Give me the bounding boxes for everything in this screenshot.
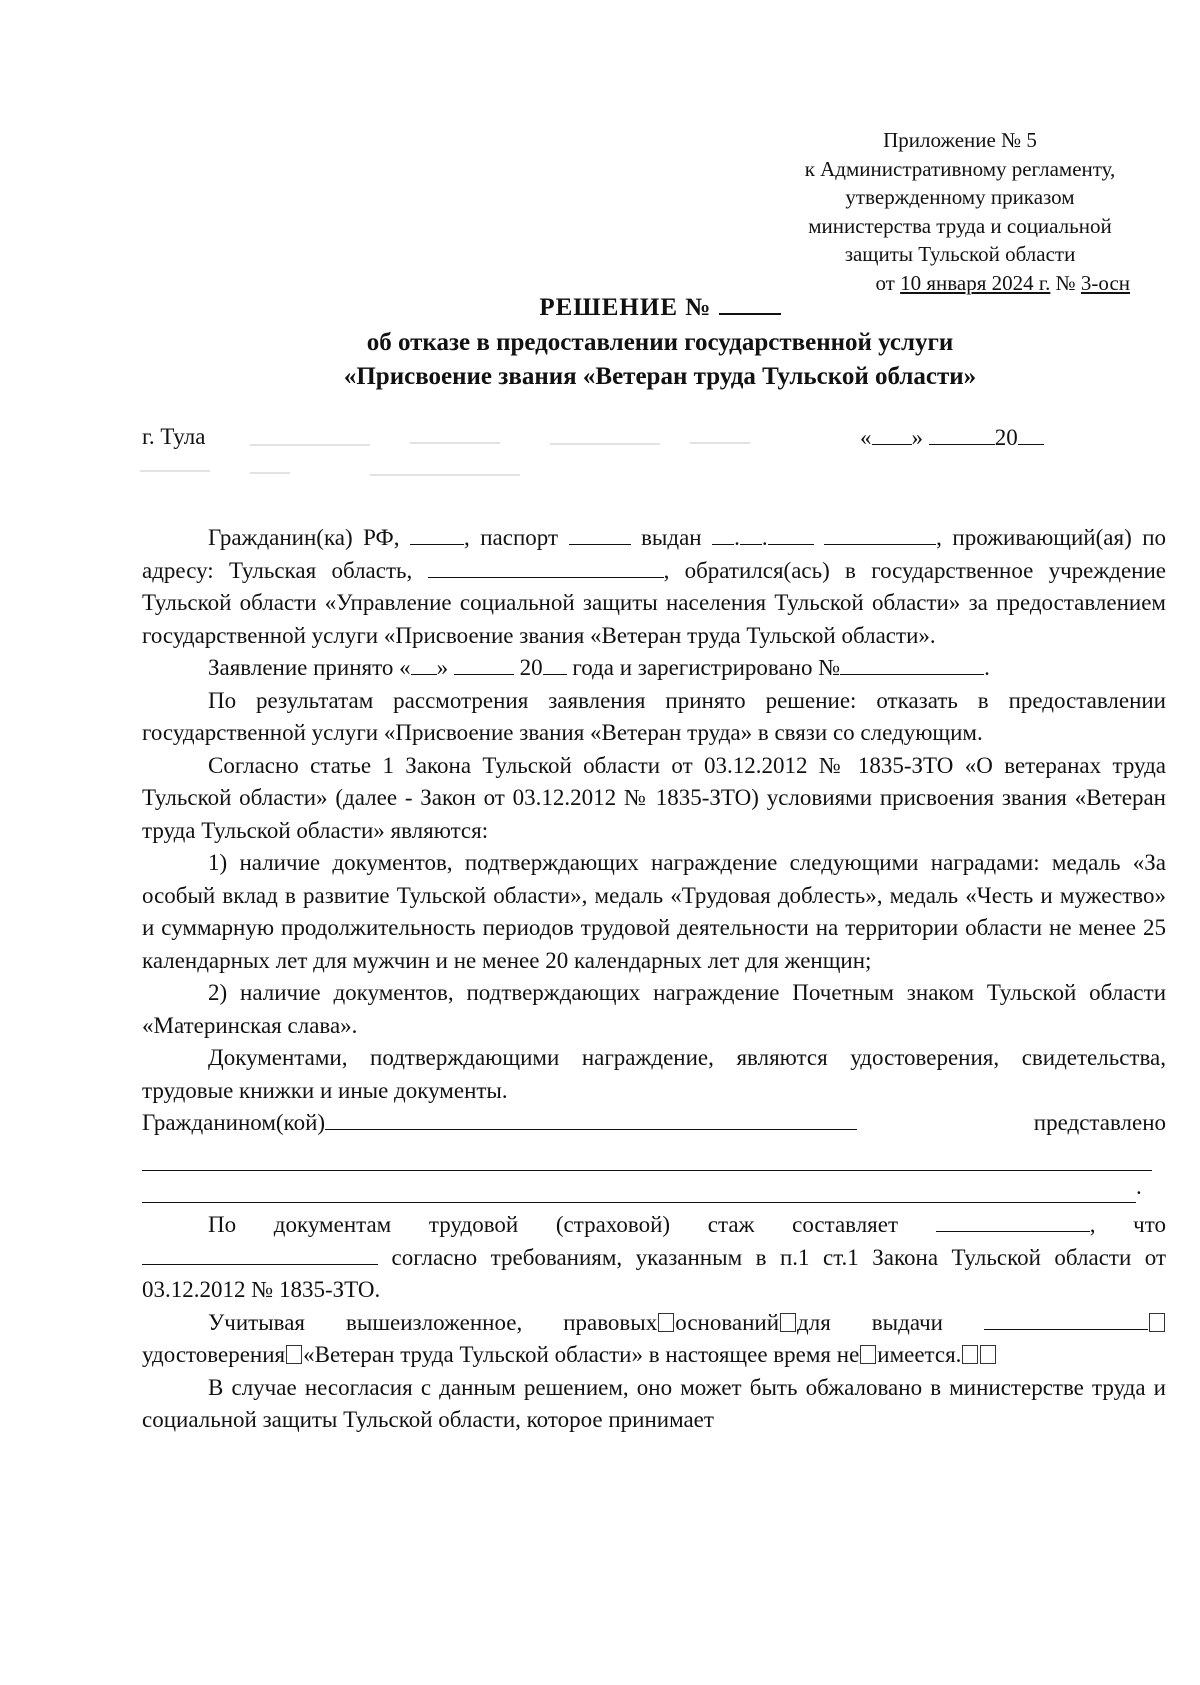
paragraph-condition-2: 2) наличие документов, подтверждающих награждение Почетным знаком Тульской области «Материнская слава».	[142, 980, 1166, 1038]
issue-year-blank	[768, 524, 814, 545]
address-label: проживающий(ая) по адресу: Тульская область,	[142, 525, 1167, 583]
conclusion-text-1: Учитывая вышеизложенное, правовых	[208, 1309, 658, 1335]
appendix-line-4: министерства труда и социальной	[808, 213, 1112, 238]
day-blank	[872, 424, 912, 445]
application-close-quote: »	[436, 655, 449, 680]
passport-label: , паспорт	[463, 525, 559, 550]
box-glyph	[658, 1313, 674, 1332]
that-label: , что	[1089, 1212, 1166, 1237]
address-blank	[428, 557, 664, 578]
box-glyph	[780, 1313, 796, 1332]
issued-label: выдан	[641, 525, 702, 550]
appendix-line-1: Приложение № 5	[883, 128, 1037, 152]
issuer-blank	[824, 524, 936, 545]
date-close-quote: »	[911, 425, 923, 450]
appendix-date: 10 января 2024 г.	[900, 270, 1051, 295]
faded-stamp-marks	[250, 430, 810, 484]
box-glyph	[286, 1345, 302, 1364]
decision-body	[142, 522, 1166, 1437]
compliance-blank	[142, 1244, 378, 1265]
box-glyph	[980, 1345, 996, 1364]
date-dot-2: .	[761, 525, 768, 550]
submitted-documents-line-1	[142, 1140, 1152, 1171]
appendix-block	[770, 126, 1150, 297]
conclusion-text-2: оснований	[675, 1309, 780, 1335]
registration-number-blank	[840, 654, 984, 675]
box-glyph	[860, 1345, 876, 1364]
title-line-2: об отказе в предоставлении государственной услуги	[366, 329, 954, 356]
appendix-date-prefix: от	[875, 270, 895, 295]
paragraph-applicant	[142, 522, 1166, 652]
date-open-quote: «	[860, 425, 872, 450]
birth-year-blank	[410, 524, 464, 545]
submitted-documents-line-2	[142, 1171, 1166, 1204]
compliance-text: согласно требованиям, указанным в п.1 ст.1 Закона Тульской области от 03.12.2012 № 1835-ЗТО.	[142, 1244, 1167, 1302]
citizen-label: Гражданин(ка) РФ,	[208, 525, 400, 550]
application-year-blank	[543, 654, 567, 675]
period: .	[1136, 1173, 1142, 1199]
comma: ,	[936, 525, 942, 550]
document-title	[140, 290, 1180, 394]
appendix-line-5: защиты Тульской области	[844, 242, 1076, 266]
issue-month-blank	[740, 524, 762, 545]
paragraph-law: Согласно статье 1 Закона Тульской области от 03.12.2012 № 1835-ЗТО «О ветеранах труда Тульской области» (далее - Закон от 03.12.2012 № 1835-ЗТО) условиями присвоения звания «Ветеран труда Тульской области» являются:	[142, 752, 1166, 843]
appendix-number-prefix: №	[1055, 270, 1076, 295]
experience-label: По документам трудовой (страховой) стаж составляет	[208, 1212, 899, 1237]
paragraph-conclusion	[142, 1307, 1166, 1372]
application-day-blank	[411, 654, 437, 675]
application-accepted-label: Заявление принято «	[208, 655, 411, 680]
period: .	[984, 655, 990, 680]
paragraph-result: По результатам рассмотрения заявления принято решение: отказать в предоставлении государственной услуги «Присвоение звания «Ветеран труда» в связи со следующим.	[142, 687, 1166, 745]
conclusion-text-5: «Ветеран труда Тульской области» в настоящее время не	[303, 1342, 860, 1367]
submitted-row	[142, 1107, 1166, 1140]
appendix-number: 3-осн	[1080, 270, 1130, 295]
year-blank	[1018, 424, 1044, 445]
registered-label: года и зарегистрировано №	[572, 655, 841, 680]
decision-title: РЕШЕНИЕ №	[539, 294, 712, 321]
paragraph-experience	[142, 1209, 1166, 1307]
application-year-prefix: 20	[519, 655, 543, 680]
date-dot-1: .	[734, 525, 740, 550]
box-glyph	[962, 1345, 978, 1364]
decision-date	[860, 424, 1044, 451]
decision-number-blank	[719, 291, 781, 315]
applied-text: , обратился(ась) в государственное учреждение Тульской области «Управление социальной защиты населения Тульской области» за предоставлением государственной услуги «Присвоение звания «Ветеран труда Тульской области».	[142, 557, 1167, 648]
application-month-blank	[454, 654, 514, 675]
citizen-submitted-label: Гражданином(кой)	[142, 1110, 326, 1135]
submitted-by	[142, 1107, 857, 1140]
year-prefix: 20	[994, 425, 1018, 450]
box-glyph	[1149, 1313, 1165, 1332]
citizen-name-blank	[325, 1109, 857, 1130]
conclusion-text-3: для выдачи	[797, 1309, 943, 1335]
blank-line	[142, 1172, 1136, 1203]
experience-blank	[936, 1211, 1090, 1232]
appendix-line-2: к Административному регламенту,	[804, 156, 1116, 181]
paragraph-appeal: В случае несогласия с данным решением, оно может быть обжаловано в министерстве труда и социальной защиты Тульской области, которое принимает	[142, 1374, 1166, 1432]
paragraph-application	[142, 652, 1166, 685]
issue-day-blank	[712, 524, 734, 545]
month-blank	[929, 424, 995, 445]
passport-number-blank	[569, 524, 631, 545]
appendix-line-3: утвержденному приказом	[845, 185, 1075, 209]
submitted-label: представлено	[1033, 1110, 1166, 1135]
conclusion-text-4: удостоверения	[142, 1342, 286, 1367]
decision-title-line	[140, 290, 1180, 326]
title-line-3: «Присвоение звания «Ветеран труда Тульской области»	[343, 363, 977, 390]
paragraph-condition-1: 1) наличие документов, подтверждающих награждение следующими наградами: медаль «За особый вклад в развитие Тульской области», медаль «Трудовая доблесть», медаль «Честь и мужество» и суммарную продолжительность периодов трудовой деятельности на территории области не менее 25 календарных лет для мужчин и не менее 20 календарных лет для женщин;	[142, 850, 1166, 973]
certificate-blank	[984, 1309, 1148, 1330]
city-name: г. Тула	[142, 424, 206, 449]
paragraph-documents: Документами, подтверждающими награждение, являются удостоверения, свидетельства, трудовые книжки и иные документы.	[142, 1045, 1166, 1103]
conclusion-text-6: имеется.	[877, 1342, 962, 1367]
